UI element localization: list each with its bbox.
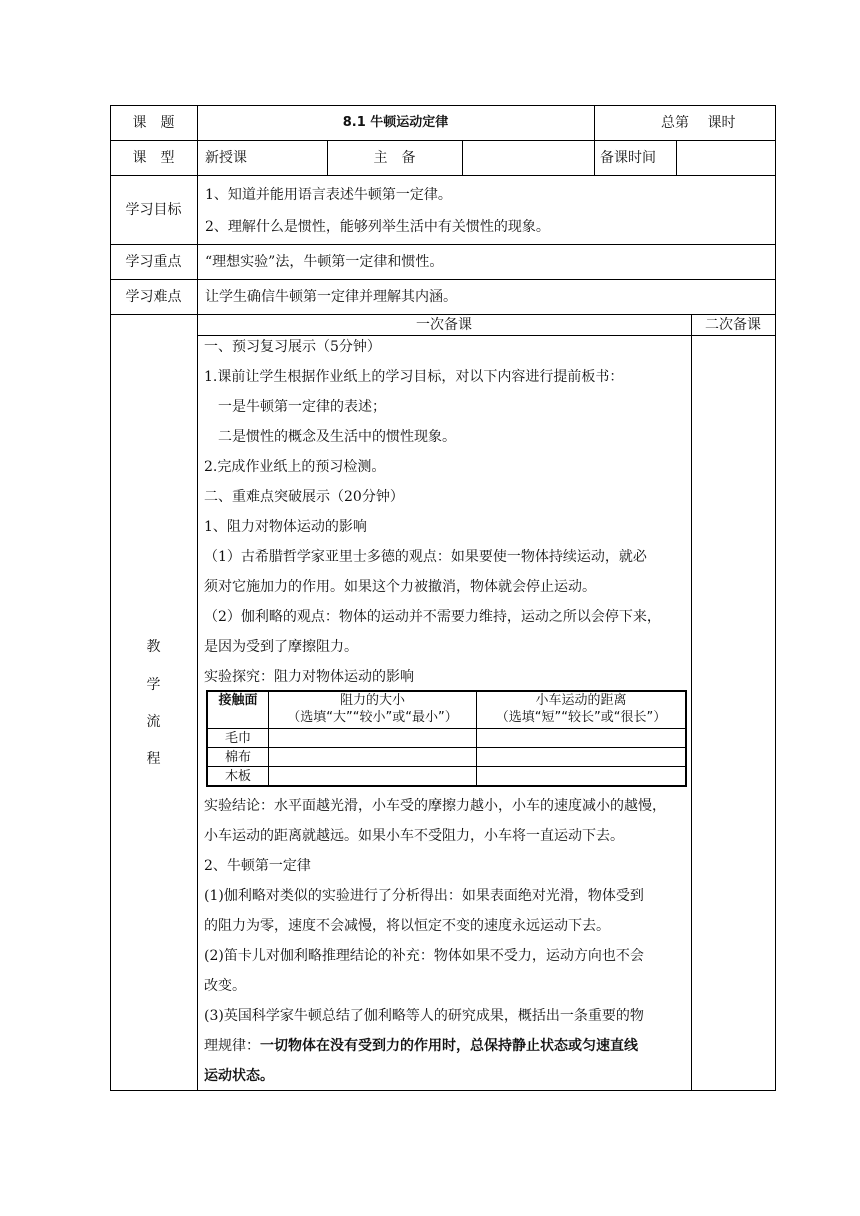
- table-border-left: [110, 105, 111, 1090]
- body-line: (1)伽利略对类似的实验进行了分析得出：如果表面绝对光滑，物体受到: [204, 888, 644, 904]
- body-line: 1、阻力对物体运动的影响: [204, 519, 367, 535]
- body-line: 小车运动的距离就越远。如果小车不受阻力，小车将一直运动下去。: [204, 828, 624, 844]
- body-line: (3)英国科学家牛顿总结了伽利略等人的研究成果，概括出一条重要的物: [204, 1008, 644, 1024]
- table-col-line: [197, 105, 198, 1090]
- body-line: 的阻力为零，速度不会减慢，将以恒定不变的速度永远运动下去。: [204, 918, 610, 934]
- type-value: 新授课: [205, 150, 247, 166]
- difficulty-text: 让学生确信牛顿第一定律并理解其内涵。: [205, 289, 457, 305]
- difficulty-label: 学习难点: [125, 289, 182, 305]
- focus-label: 学习重点: [125, 254, 182, 270]
- exp-table-line: [206, 728, 687, 729]
- table-col-line: [594, 105, 595, 175]
- table-row-line: [110, 175, 776, 176]
- exp-row-label: 木板: [224, 769, 251, 784]
- goal-item: 2、理解什么是惯性，能够列举生活中有关惯性的现象。: [205, 219, 550, 235]
- total-lessons-label: 总第 课时: [661, 115, 736, 131]
- lead-label: 主 备: [373, 150, 416, 166]
- body-line: 须对它施加力的作用。如果这个力被撤消，物体就会停止运动。: [204, 579, 596, 595]
- focus-text: “理想实验”法，牛顿第一定律和惯性。: [205, 254, 444, 270]
- law-statement: 一切物体在没有受到力的作用时，总保持静止状态或匀速直线: [260, 1038, 638, 1054]
- body-line: 实验结论：水平面越光滑，小车受的摩擦力越小，小车的速度减小的越慢，: [204, 798, 666, 814]
- exp-header-surface: 接触面: [218, 693, 258, 708]
- process-label-char: 流: [146, 714, 161, 730]
- exp-row-label: 毛巾: [224, 731, 251, 746]
- goal-item: 1、知道并能用语言表述牛顿第一定律。: [205, 187, 452, 203]
- exp-table-line: [685, 690, 687, 786]
- process-label-char: 教: [146, 639, 161, 655]
- table-row-line: [110, 279, 776, 280]
- body-line: 是因为受到了摩擦阻力。: [204, 639, 358, 655]
- topic-value: 8.1 牛顿运动定律: [342, 115, 449, 130]
- law-prefix: 理规律：: [204, 1038, 260, 1054]
- law-line-end: 运动状态。: [204, 1068, 274, 1084]
- table-col-line: [691, 314, 692, 1090]
- lesson-body-a: [204, 332, 688, 692]
- exp-table-line: [206, 766, 687, 767]
- exp-header-distance: 小车运动的距离: [535, 693, 627, 708]
- table-row-line: [110, 244, 776, 245]
- exp-header-resistance-note: （选填“大”“较小”或“最小”）: [287, 710, 458, 725]
- process-label-char: 程: [146, 751, 161, 767]
- lesson-body-b: [204, 791, 688, 1091]
- body-line: 1.课前让学生根据作业纸上的学习目标，对以下内容进行提前板书：: [204, 369, 624, 385]
- process-label-char: 学: [146, 677, 161, 693]
- exp-header-resistance: 阻力的大小: [339, 693, 405, 708]
- body-line: （2）伽利略的观点：物体的运动并不需要力维持，运动之所以会停下来，: [204, 609, 661, 625]
- body-line: 改变。: [204, 978, 246, 994]
- exp-header-distance-note: （选填“短”“较长”或“很长”）: [495, 710, 667, 725]
- topic-label: 课 题: [132, 115, 175, 131]
- prep-time-label: 备课时间: [600, 150, 656, 166]
- table-col-line: [676, 140, 677, 175]
- exp-table-line: [206, 747, 687, 748]
- goals-label: 学习目标: [125, 202, 182, 218]
- exp-row-label: 棉布: [224, 750, 251, 765]
- body-line: 2、牛顿第一定律: [204, 858, 311, 874]
- table-row-line: [110, 314, 776, 315]
- body-line: 一、预习复习展示（5分钟）: [204, 339, 381, 355]
- experiment-table: [206, 690, 687, 786]
- table-border-top: [110, 105, 776, 106]
- body-line: 二、重难点突破展示（20分钟）: [204, 489, 404, 505]
- table-col-line: [462, 140, 463, 175]
- body-line: 二是惯性的概念及生活中的惯性现象。: [204, 429, 456, 445]
- law-line: [204, 1031, 688, 1061]
- body-line: (2)笛卡儿对伽利略推理结论的补充：物体如果不受力，运动方向也不会: [204, 948, 644, 964]
- table-border-right: [775, 105, 776, 1090]
- type-label: 课 型: [132, 150, 175, 166]
- second-prep-header: 二次备课: [705, 317, 761, 333]
- body-line: 实验探究：阻力对物体运动的影响: [204, 669, 414, 685]
- exp-table-line: [206, 785, 687, 787]
- body-line: （1）古希腊哲学家亚里士多德的观点：如果要使一物体持续运动，就必: [204, 549, 647, 565]
- body-line: 一是牛顿第一定律的表述；: [204, 399, 386, 415]
- first-prep-header: 一次备课: [416, 317, 472, 333]
- body-line: 2.完成作业纸上的预习检测。: [204, 459, 386, 475]
- exp-table-line: [206, 690, 687, 692]
